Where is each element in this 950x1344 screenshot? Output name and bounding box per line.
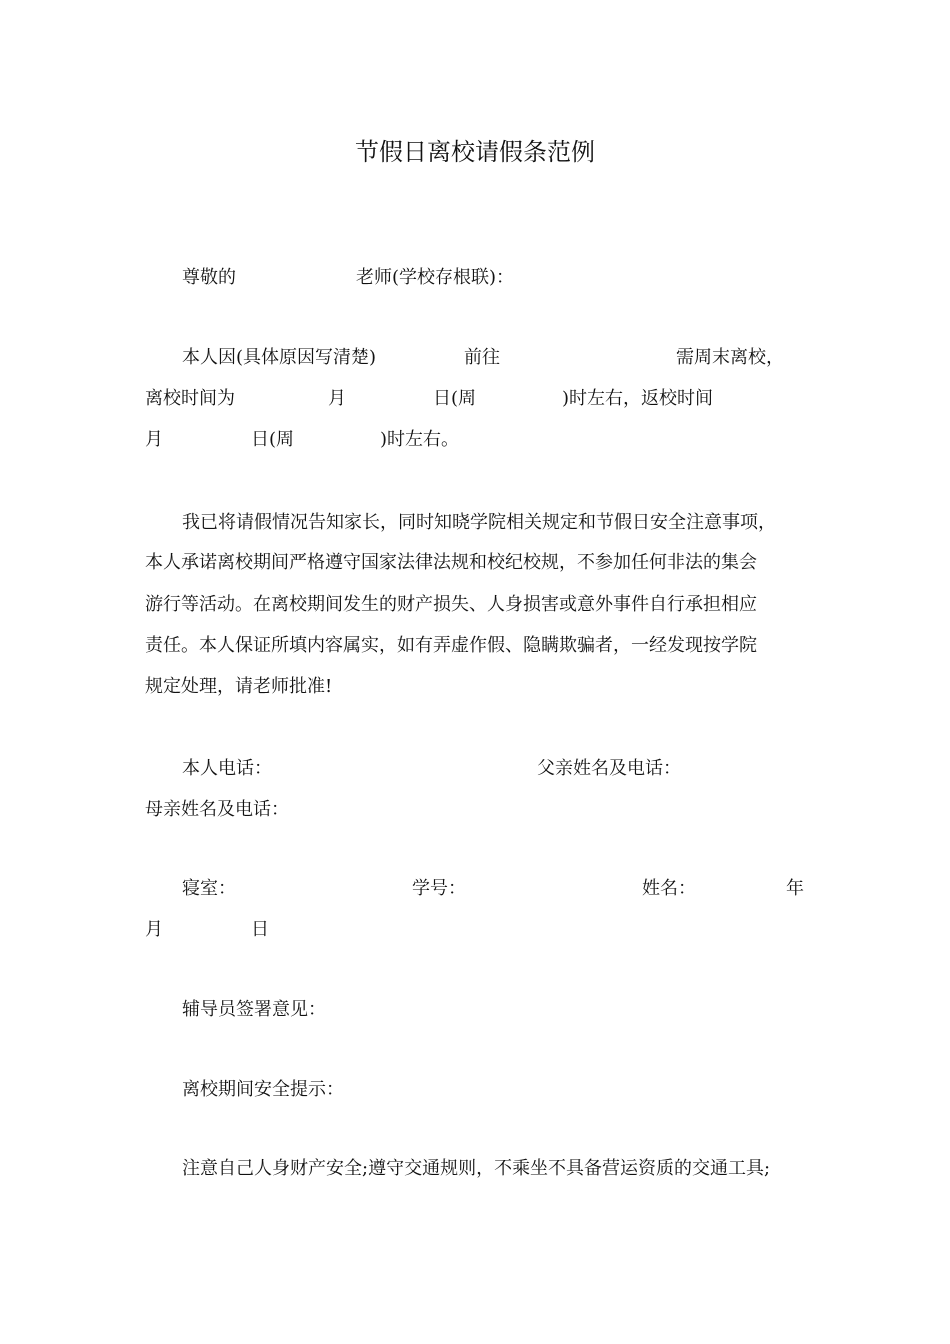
pledge-line2: 本人承诺离校期间严格遵守国家法律法规和校纪校规，不参加任何非法的集会	[145, 552, 757, 573]
reason-line1-c: 需周末离校，	[676, 347, 784, 368]
safety-line1: 注意自己人身财产安全;遵守交通规则，不乘坐不具备营运资质的交通工具;	[182, 1158, 771, 1179]
pledge-line3: 游行等活动。在离校期间发生的财产损失、人身损害或意外事件自行承担相应	[145, 594, 757, 615]
pledge-line4: 责任。本人保证所填内容属实，如有弄虚作假、隐瞒欺骗者，一经发现按学院	[145, 635, 757, 656]
greeting-prefix: 尊敬的	[182, 267, 236, 288]
day-label: 日	[251, 919, 269, 940]
dorm-label: 寝室：	[182, 878, 236, 899]
pledge-line1: 我已将请假情况告知家长，同时知晓学院相关规定和节假日安全注意事项，	[182, 512, 776, 533]
father-contact-label: 父亲姓名及电话：	[537, 758, 681, 779]
mother-contact-label: 母亲姓名及电话：	[145, 799, 289, 820]
name-label: 姓名：	[642, 878, 696, 899]
self-phone-label: 本人电话：	[182, 758, 272, 779]
reason-line2-b: 月	[328, 388, 346, 409]
reason-line2-d: )时左右，返校时间	[562, 388, 714, 409]
student-id-label: 学号：	[412, 878, 466, 899]
reason-line1-a: 本人因(具体原因写清楚)	[182, 347, 377, 368]
month-label: 月	[145, 919, 163, 940]
reason-line3-a: 月	[145, 429, 163, 450]
reason-line2-c: 日(周	[433, 388, 477, 409]
pledge-line5: 规定处理，请老师批准!	[145, 676, 333, 697]
greeting-suffix: 老师(学校存根联)：	[356, 267, 515, 288]
counselor-opinion-label: 辅导员签署意见：	[182, 999, 326, 1020]
year-label: 年	[786, 878, 804, 899]
reason-line2-a: 离校时间为	[145, 388, 235, 409]
page-title: 节假日离校请假条范例	[355, 138, 595, 166]
reason-line3-b: 日(周	[251, 429, 295, 450]
safety-heading: 离校期间安全提示：	[182, 1079, 344, 1100]
reason-line1-b: 前往	[464, 347, 500, 368]
reason-line3-c: )时左右。	[380, 429, 460, 450]
